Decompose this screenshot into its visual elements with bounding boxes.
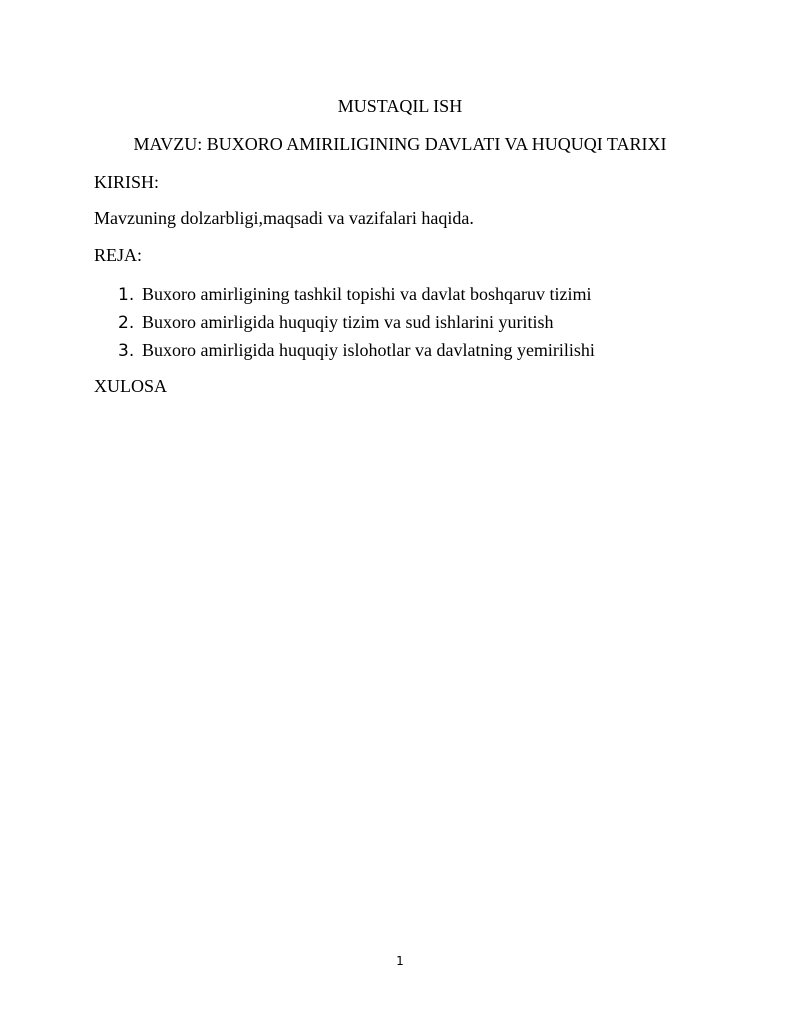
intro-text: Mavzuning dolzarbligi,maqsadi va vazifalari haqida. <box>94 208 474 228</box>
plan-item-number: 3. <box>118 341 135 361</box>
plan-item-text: Buxoro amirligining tashkil topishi va davlat boshqaruv tizimi <box>142 284 592 304</box>
document-title: MUSTAQIL ISH <box>337 96 463 116</box>
plan-item-number: 2. <box>118 313 135 333</box>
document-topic: MAVZU: BUXORO AMIRILIGINING DAVLATI VA HUQUQI TARIXI <box>133 134 667 154</box>
page-number: 1 <box>396 954 404 968</box>
conclusion-heading: XULOSA <box>94 376 168 396</box>
plan-heading: REJA: <box>94 245 143 265</box>
plan-item-text: Buxoro amirligida huquqiy islohotlar va davlatning yemirilishi <box>142 340 595 360</box>
plan-item-number: 1. <box>118 285 135 305</box>
plan-list-item <box>118 311 553 334</box>
plan-list-item <box>118 339 595 362</box>
plan-list-item <box>118 283 591 306</box>
plan-item-text: Buxoro amirligida huquqiy tizim va sud ishlarini yuritish <box>142 312 554 332</box>
intro-heading: KIRISH: <box>94 172 160 192</box>
